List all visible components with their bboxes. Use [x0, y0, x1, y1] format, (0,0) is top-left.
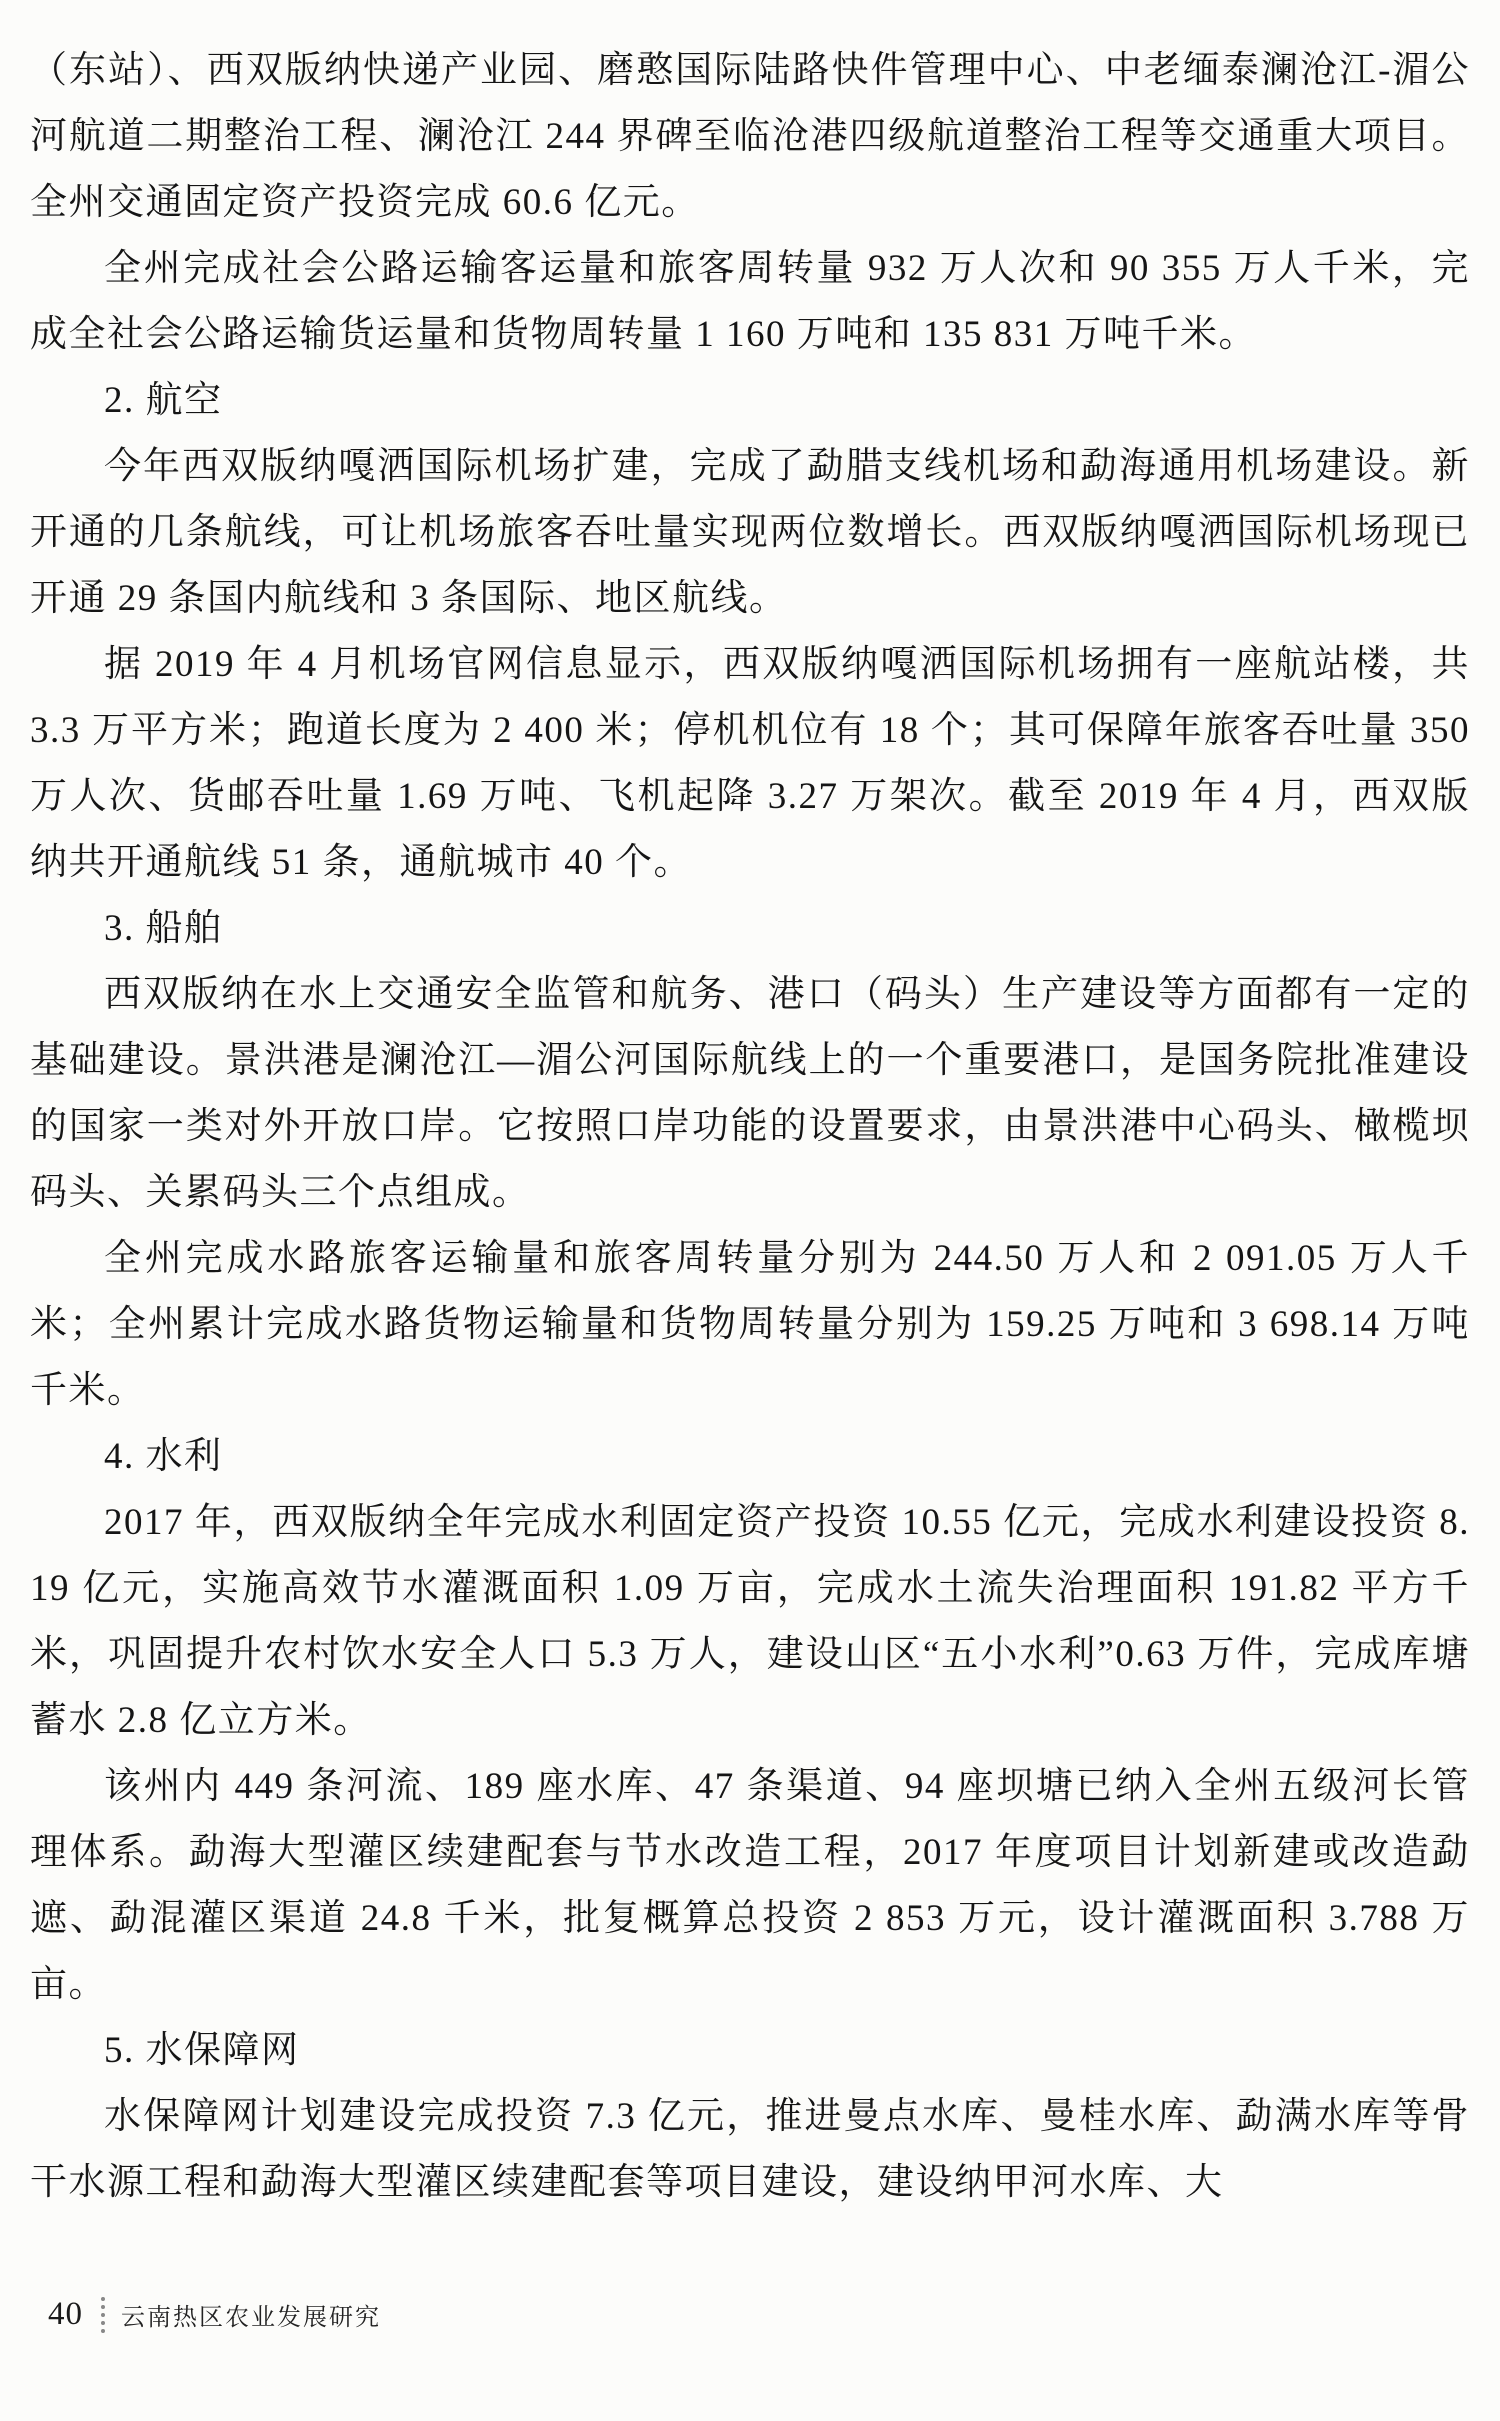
page-body-text [30, 38, 1470, 2216]
body-paragraph: （东站）、西双版纳快递产业园、磨憨国际陆路快件管理中心、中老缅泰澜沧江-湄公河航道二期整治工程、澜沧江 244 界碑至临沧港四级航道整治工程等交通重大项目。全州交通固定资产投资完成 60.6 亿元。 [30, 50, 1470, 223]
body-paragraph: 全州完成社会公路运输客运量和旅客周转量 932 万人次和 90 355 万人千米，完成全社会公路运输货运量和货物周转量 1 160 万吨和 135 831 万吨千米。 [30, 248, 1470, 355]
footer-divider [101, 2297, 105, 2333]
section-heading: 3. 船舶 [104, 908, 223, 949]
body-paragraph: 今年西双版纳嘎洒国际机场扩建，完成了勐腊支线机场和勐海通用机场建设。新开通的几条航线，可让机场旅客吞吐量实现两位数增长。西双版纳嘎洒国际机场现已开通 29 条国内航线和 3 条国际、地区航线。 [30, 446, 1470, 619]
body-paragraph: 水保障网计划建设完成投资 7.3 亿元，推进曼点水库、曼桂水库、勐满水库等骨干水源工程和勐海大型灌区续建配套等项目建设，建设纳甲河水库、大 [30, 2096, 1470, 2203]
page-number: 40 [48, 2296, 83, 2332]
body-paragraph: 2017 年，西双版纳全年完成水利固定资产投资 10.55 亿元，完成水利建设投资 8.19 亿元，实施高效节水灌溉面积 1.09 万亩，完成水土流失治理面积 191.82 平方千米，巩固提升农村饮水安全人口 5.3 万人，建设山区“五小水利”0.63 万件，完成库塘蓄水 2.8 亿立方米。 [30, 1502, 1470, 1741]
section-heading: 2. 航空 [104, 380, 223, 421]
book-title: 云南热区农业发展研究 [121, 2304, 381, 2331]
section-heading: 4. 水利 [104, 1436, 223, 1477]
body-paragraph: 该州内 449 条河流、189 座水库、47 条渠道、94 座坝塘已纳入全州五级河长管理体系。勐海大型灌区续建配套与节水改造工程，2017 年度项目计划新建或改造勐遮、勐混灌区渠道 24.8 千米，批复概算总投资 2 853 万元，设计灌溉面积 3.788 万亩。 [30, 1766, 1470, 2005]
body-paragraph: 全州完成水路旅客运输量和旅客周转量分别为 244.50 万人和 2 091.05 万人千米；全州累计完成水路货物运输量和货物周转量分别为 159.25 万吨和 3 698.14 万吨千米。 [30, 1238, 1470, 1411]
body-paragraph: 据 2019 年 4 月机场官网信息显示，西双版纳嘎洒国际机场拥有一座航站楼，共 3.3 万平方米；跑道长度为 2 400 米；停机机位有 18 个；其可保障年旅客吞吐量 350 万人次、货邮吞吐量 1.69 万吨、飞机起降 3.27 万架次。截至 2019 年 4 月，西双版纳共开通航线 51 条，通航城市 40 个。 [30, 644, 1470, 883]
page-footer [48, 2296, 381, 2333]
section-heading: 5. 水保障网 [104, 2030, 300, 2071]
body-paragraph: 西双版纳在水上交通安全监管和航务、港口（码头）生产建设等方面都有一定的基础建设。景洪港是澜沧江—湄公河国际航线上的一个重要港口，是国务院批准建设的国家一类对外开放口岸。它按照口岸功能的设置要求，由景洪港中心码头、橄榄坝码头、关累码头三个点组成。 [30, 974, 1470, 1213]
